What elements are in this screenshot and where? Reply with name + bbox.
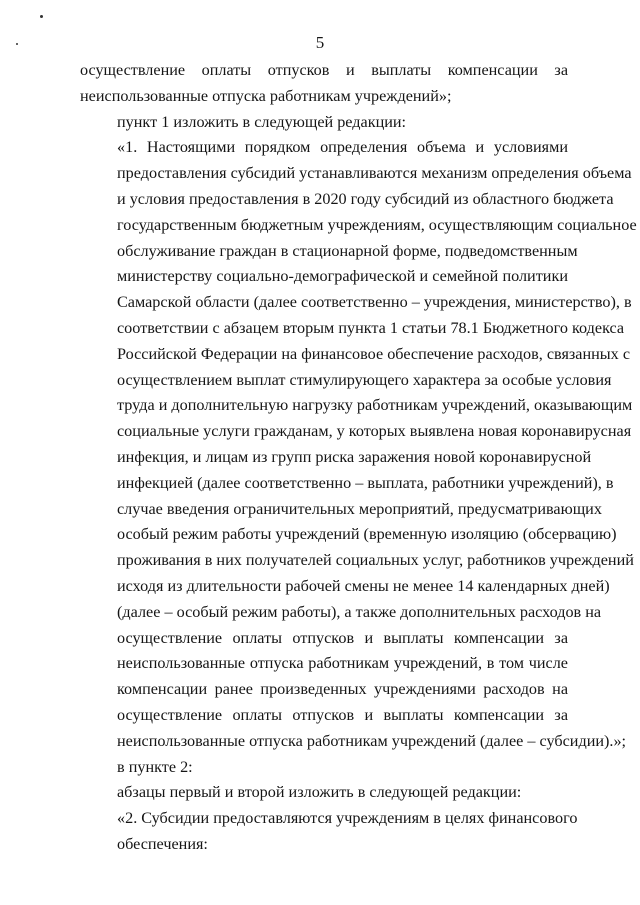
paragraph (80, 755, 568, 781)
scan-speck (40, 15, 43, 18)
text-line: предоставления субсидий устанавливаются механизм определения объема (117, 164, 632, 183)
text-line: «2. Субсидии предоставляются учреждениям в целях финансового (117, 809, 578, 828)
text-line: Самарской области (далее соответственно – учреждения, министерство), в (117, 293, 632, 312)
text-line: абзацы первый и второй изложить в следующей редакции: (117, 783, 522, 802)
text-line: инфекцией (далее соответственно – выплата, работники учреждений), в (117, 473, 614, 492)
text-line: министерству социально-демографической и семейной политики (117, 267, 568, 286)
text-line: труда и дополнительную нагрузку работникам учреждений, оказывающим (117, 396, 633, 415)
text-line: неиспользованные отпуска работникам учреждений (далее – субсидии).»; (117, 731, 627, 750)
text-line: исходя из длительности рабочей смены не менее 14 календарных дней) (117, 576, 610, 595)
text-line: (далее – особый режим работы), а также дополнительных расходов на (117, 602, 602, 621)
text-line: проживания в них получателей социальных услуг, работников учреждений (117, 551, 634, 570)
text-line: компенсации ранее произведенных учреждениями расходов на (117, 680, 568, 699)
text-line: особый режим работы учреждений (временную изоляцию (обсервацию) (117, 525, 617, 544)
text-line: осуществлением выплат стимулирующего характера за особые условия (117, 370, 612, 389)
paragraph (80, 58, 568, 110)
text-line: пункт 1 изложить в следующей редакции: (117, 112, 407, 131)
text-line: обеспечения: (117, 834, 208, 853)
text-line: осуществление оплаты отпусков и выплаты компенсации за (117, 705, 568, 724)
text-line: осуществление оплаты отпусков и выплаты компенсации за (80, 61, 568, 79)
text-line: неиспользованные отпуска работникам учреждений»; (80, 86, 452, 105)
paragraph (80, 780, 568, 806)
text-line: неиспользованные отпуска работникам учреждений, в том числе (117, 654, 568, 673)
text-line: «1. Настоящими порядком определения объема и условиями (117, 138, 568, 157)
document-body (80, 58, 637, 858)
paragraph (80, 135, 637, 754)
text-line: случае введения ограничительных мероприятий, предусматривающих (117, 499, 602, 518)
text-line: в пункте 2: (117, 757, 193, 776)
text-line: инфекция, и лицам из групп риска заражения новой коронавирусной (117, 447, 592, 466)
paragraph (80, 110, 568, 136)
text-line: обслуживание граждан в стационарной форме, подведомственным (117, 241, 578, 260)
page-number: 5 (315, 33, 325, 52)
text-line: социальные услуги гражданам, у которых выявлена новая коронавирусная (117, 422, 632, 441)
paragraph (80, 806, 578, 858)
text-line: и условия предоставления в 2020 году субсидий из областного бюджета (117, 189, 614, 208)
text-line: государственным бюджетным учреждениям, осуществляющим социальное (117, 215, 637, 234)
text-line: осуществление оплаты отпусков и выплаты компенсации за (117, 628, 568, 647)
text-line: соответствии с абзацем вторым пункта 1 статьи 78.1 Бюджетного кодекса (117, 318, 625, 337)
text-line: Российской Федерации на финансовое обеспечение расходов, связанных с (117, 344, 631, 363)
